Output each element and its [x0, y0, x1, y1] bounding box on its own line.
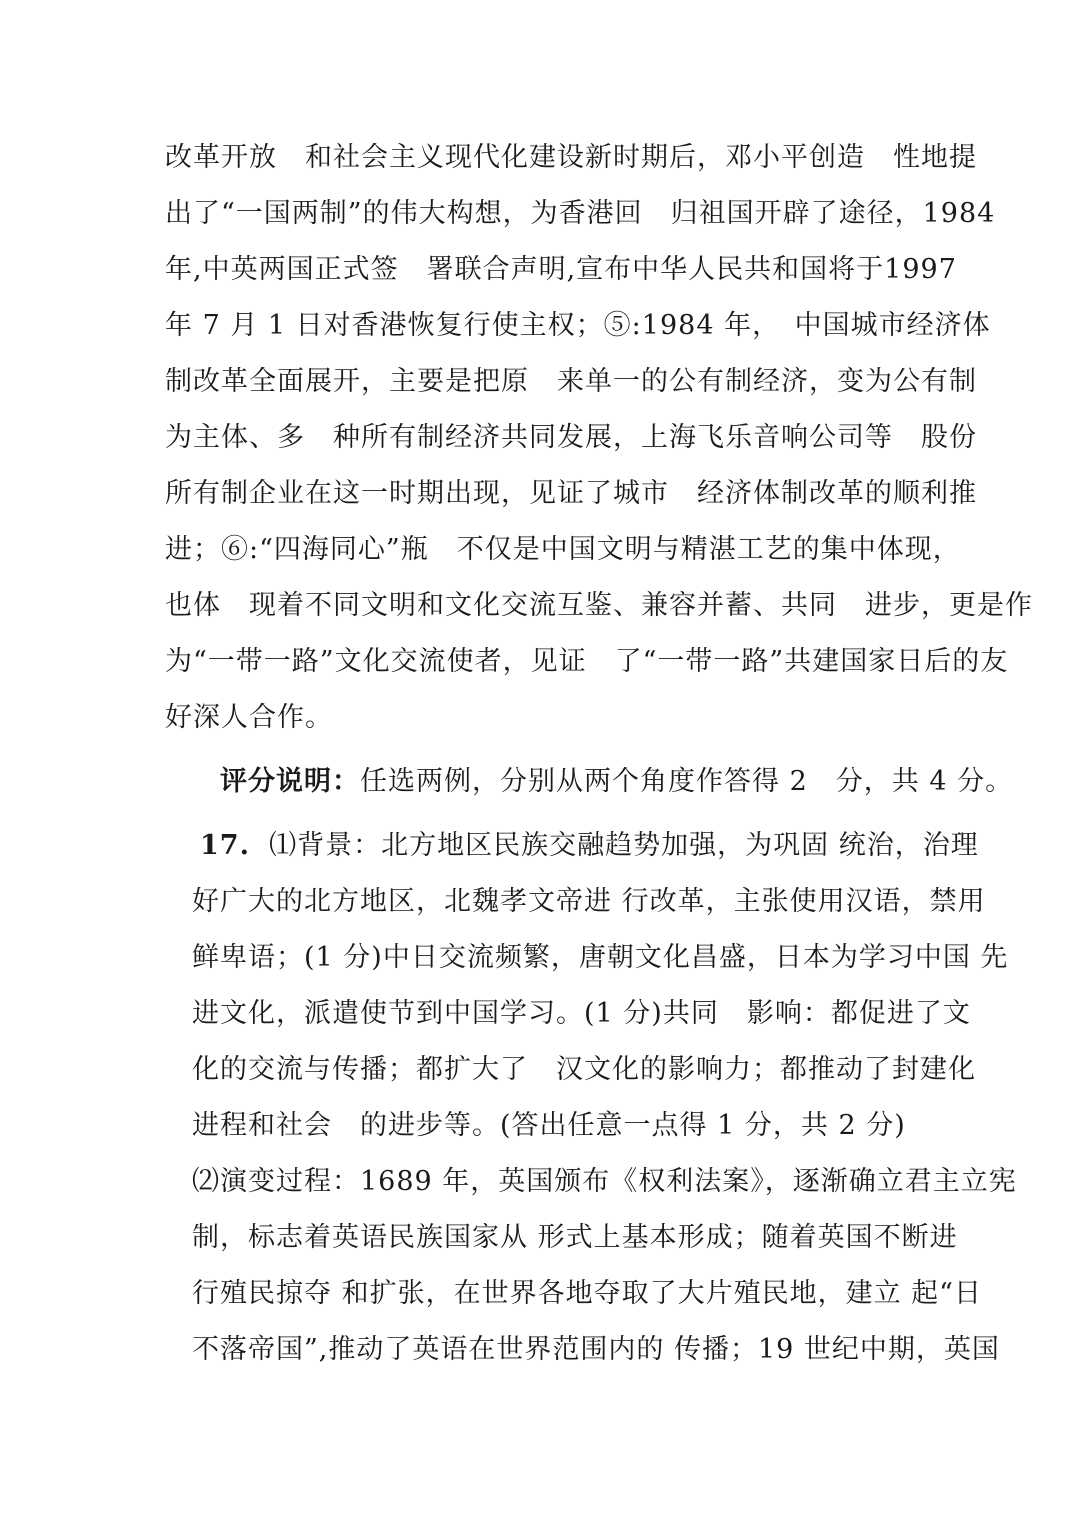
- text-line: 好广大的北方地区，北魏孝文帝进 行改革，主张使用汉语，禁用: [192, 886, 986, 917]
- text-line: 制，标志着英语民族国家从 形式上基本形成；随着英国不断进: [192, 1222, 958, 1253]
- question-text: ⑴背景：北方地区民族交融趋势加强，为巩固 统治，治理: [269, 830, 979, 861]
- text-line: 行殖民掠夺 和扩张，在世界各地夺取了大片殖民地，建立 起“日: [192, 1278, 982, 1309]
- text-line: 所有制企业在这一时期出现，见证了城市 经济体制改革的顺利推: [165, 478, 977, 509]
- scoring-text: 任选两例，分别从两个角度作答得 2 分，共 4 分。: [360, 766, 1014, 797]
- text-line: 进程和社会 的进步等。(答出任意一点得 1 分，共 2 分): [192, 1110, 906, 1141]
- text-line: 也体 现着不同文明和文化交流互鉴、兼容并蓄、共同 进步，更是作: [165, 590, 1033, 621]
- text-line: 进文化，派遣使节到中国学习。(1 分)共同 影响：都促进了文: [192, 998, 971, 1029]
- text-line: 不落帝国”,推动了英语在世界范围内的 传播；19 世纪中期，英国: [192, 1334, 1000, 1365]
- text-line: 制改革全面展开，主要是把原 来单一的公有制经济，变为公有制: [165, 366, 977, 397]
- text-line: 改革开放 和社会主义现代化建设新时期后，邓小平创造 性地提: [165, 142, 977, 173]
- text-line: 为主体、多 种所有制经济共同发展，上海飞乐音响公司等 股份: [165, 422, 977, 453]
- text-line: 年,中英两国正式签 署联合声明,宣布中华人民共和国将于1997: [165, 254, 957, 285]
- scoring-label: 评分说明：: [220, 766, 360, 797]
- text-line: 化的交流与传播；都扩大了 汉文化的影响力；都推动了封建化: [192, 1054, 976, 1085]
- text-line: 为“一带一路”文化交流使者，见证 了“一带一路”共建国家日后的友: [165, 646, 1009, 677]
- text-line: 出了“一国两制”的伟大构想，为香港回 归祖国开辟了途径，1984: [165, 198, 996, 229]
- text-line: ⑵演变过程：1689 年，英国颁布《权利法案》，逐渐确立君主立宪: [192, 1166, 1017, 1197]
- scoring-note: [220, 762, 1013, 802]
- text-line: 进；⑥:“四海同心”瓶 不仅是中国文明与精湛工艺的集中体现，: [165, 534, 961, 565]
- question-number: 17.: [200, 830, 250, 861]
- text-line: 年 7 月 1 日对香港恢复行使主权；⑤:1984 年， 中国城市经济体: [165, 310, 991, 341]
- question-17-first-line: [200, 826, 979, 866]
- text-line: 鲜卑语；(1 分)中日交流频繁，唐朝文化昌盛，日本为学习中国 先: [192, 942, 1009, 973]
- text-line: 好深人合作。: [165, 702, 333, 733]
